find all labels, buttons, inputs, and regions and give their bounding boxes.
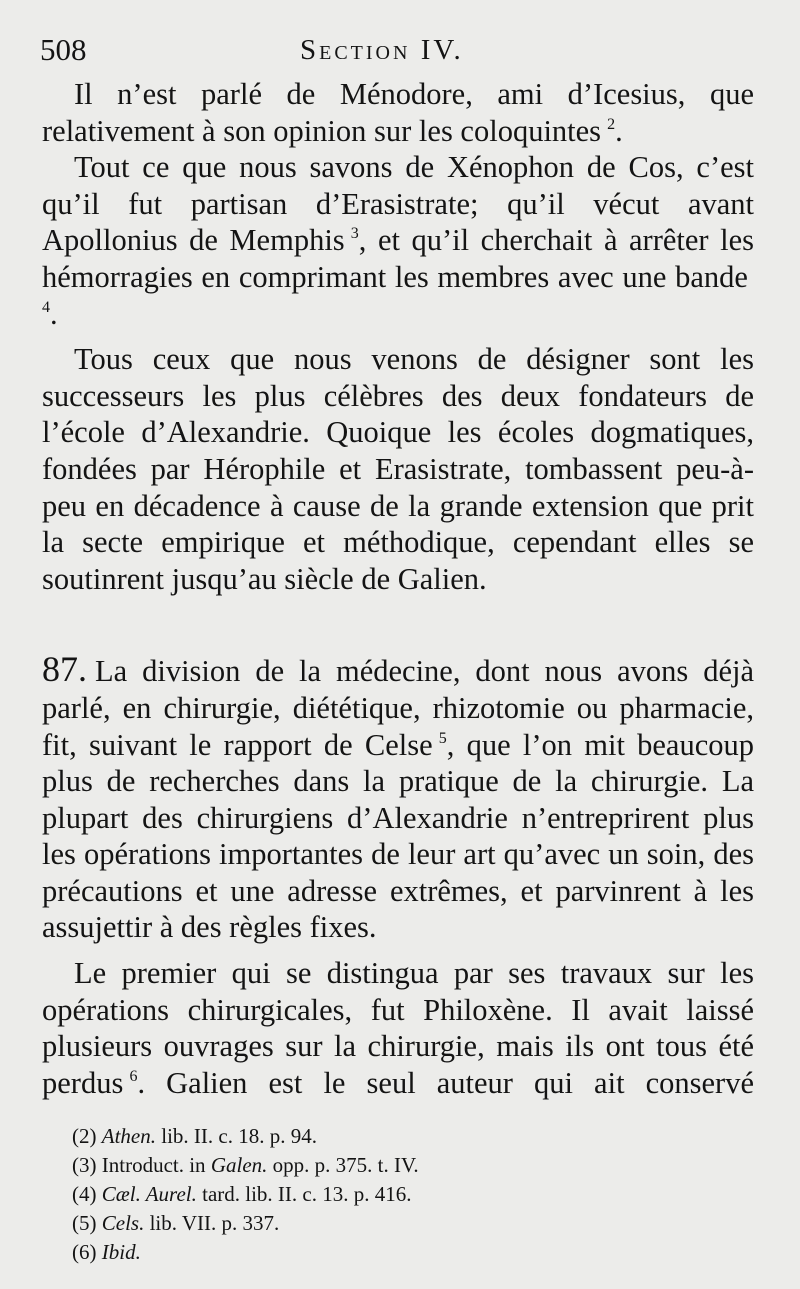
footnote: [72, 1180, 672, 1209]
page-header: [40, 32, 760, 72]
paragraph-87: [42, 651, 754, 946]
paragraph-text: Tout ce que nous savons de Xénophon de Cos, c’est qu’il fut partisan d’Erasistrate; qu’il vécut avant Apollonius de Memphis: [42, 150, 754, 258]
paragraph-xenophon: [42, 149, 754, 332]
footnote-ref: 4: [42, 298, 50, 316]
paragraph-philoxene: [42, 955, 754, 1101]
footnote-source: Cæl. Aurel.: [101, 1182, 197, 1206]
footnote-mark: (6): [72, 1240, 97, 1264]
footnote-ref-text: lib. II. c. 18. p. 94.: [161, 1124, 317, 1148]
paragraph-text: Le premier qui se distingua par ses travaux sur les opérations chirurgicales, fut Philoxène. Il avait laissé plusieurs ouvrages sur la chirurgie, mais ils ont tous été perdus: [42, 956, 754, 1100]
paragraph-text: , et qu’il cherchait à arrêter les hémorragies en comprimant les membres avec une bande: [42, 223, 754, 294]
footnote-source: Cels.: [101, 1211, 145, 1235]
page-number: 508: [40, 32, 87, 67]
footnote-ref-text: opp. p. 375. t. IV.: [272, 1153, 419, 1177]
footnote-ref: 5: [438, 729, 447, 747]
paragraph-number: 87.: [42, 649, 87, 690]
paragraph-text: , que l’on mit beaucoup plus de recherches dans la pratique de la chirurgie. La plupart des chirurgiens d’Alexandrie n’entreprirent plus les opérations importantes de leur art qu’avec un soin, des précautions et une adresse extrêmes, et parvinrent à les assujettir à des règles fixes.: [42, 727, 755, 945]
paragraph-menodore: [42, 76, 754, 149]
footnote-source: Athen.: [101, 1124, 156, 1148]
footnotes: [72, 1122, 672, 1267]
footnote: [72, 1151, 672, 1180]
paragraph-successeurs: [42, 341, 754, 597]
section-title: Section IV.: [300, 34, 464, 66]
paragraph-text: La division de la médecine, dont nous avons déjà parlé, en chirurgie, diététique, rhizotomie ou pharmacie, fit, suivant le rapport de Celse: [42, 654, 754, 762]
footnote-mark: (2): [72, 1124, 97, 1148]
footnote-ref: 2: [607, 115, 616, 133]
footnote-ref-text: lib. VII. p. 337.: [149, 1211, 280, 1235]
footnote: [72, 1122, 672, 1151]
footnote-mark: (3): [72, 1153, 97, 1177]
paragraph-text: .: [615, 113, 623, 148]
footnote-prefix: Introduct. in: [101, 1153, 206, 1177]
paragraph-text: . Galien est le seul auteur qui ait conservé: [137, 1065, 754, 1100]
footnote-mark: (5): [72, 1211, 97, 1235]
footnote-source: Galen.: [210, 1153, 268, 1177]
paragraph-text: Il n’est parlé de Ménodore, ami d’Icesius, que relativement à son opinion sur les coloquintes: [42, 77, 754, 148]
footnote-mark: (4): [72, 1182, 97, 1206]
footnote-ref: 3: [350, 225, 359, 243]
paragraph-text: Tous ceux que nous venons de désigner sont les successeurs les plus célèbres des deux fondateurs de l’école d’Alexandrie. Quoique les écoles dogmatiques, fondées par Hérophile et Erasistrate, tombassent peu-à-peu en décadence à cause de la grande extension que prit la secte empirique et méthodique, cependant elles se soutinrent jusqu’au siècle de Galien.: [42, 342, 754, 596]
footnote: [72, 1238, 672, 1267]
footnote-ref-text: tard. lib. II. c. 13. p. 416.: [202, 1182, 412, 1206]
footnote: [72, 1209, 672, 1238]
footnote-source: Ibid.: [101, 1240, 141, 1264]
page-body: [42, 76, 754, 1101]
paragraph-text: .: [50, 296, 58, 331]
footnote-ref: 6: [129, 1067, 138, 1085]
